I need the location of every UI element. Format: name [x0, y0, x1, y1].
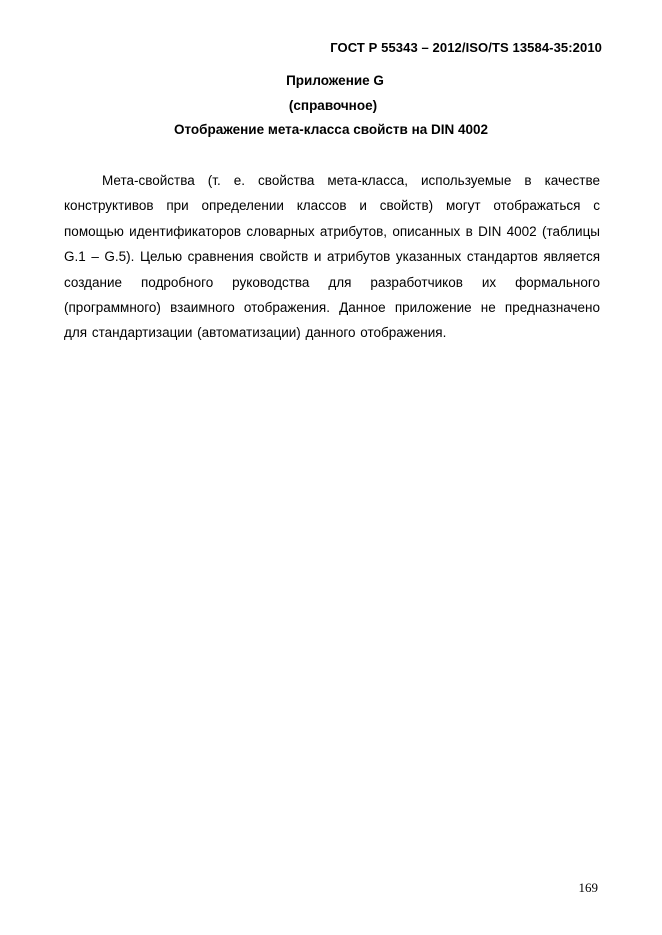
- document-header-standard-id: ГОСТ Р 55343 – 2012/ISO/TS 13584-35:2010: [330, 40, 602, 55]
- appendix-title: Отображение мета-класса свойств на DIN 4002: [173, 122, 489, 137]
- appendix-label: Приложение G: [286, 73, 384, 88]
- appendix-status: (справочное): [288, 98, 378, 113]
- page-number: 169: [578, 880, 598, 895]
- body-paragraph: Мета-свойства (т. е. свойства мета-класса, используемые в качестве конструктивов при определении классов и свойств) могут отображаться с помощью идентификаторов словарных атрибутов, описанных в DIN 4002 (таблицы G.1 – G.5). Целью сравнения свойств и атрибутов указанных стандартов является создание подробного руководства для разработчиков их формального (программного) взаимного отображения. Данное приложение не предназначено для стандартизации (автоматизации) данного отображения.: [64, 173, 600, 341]
